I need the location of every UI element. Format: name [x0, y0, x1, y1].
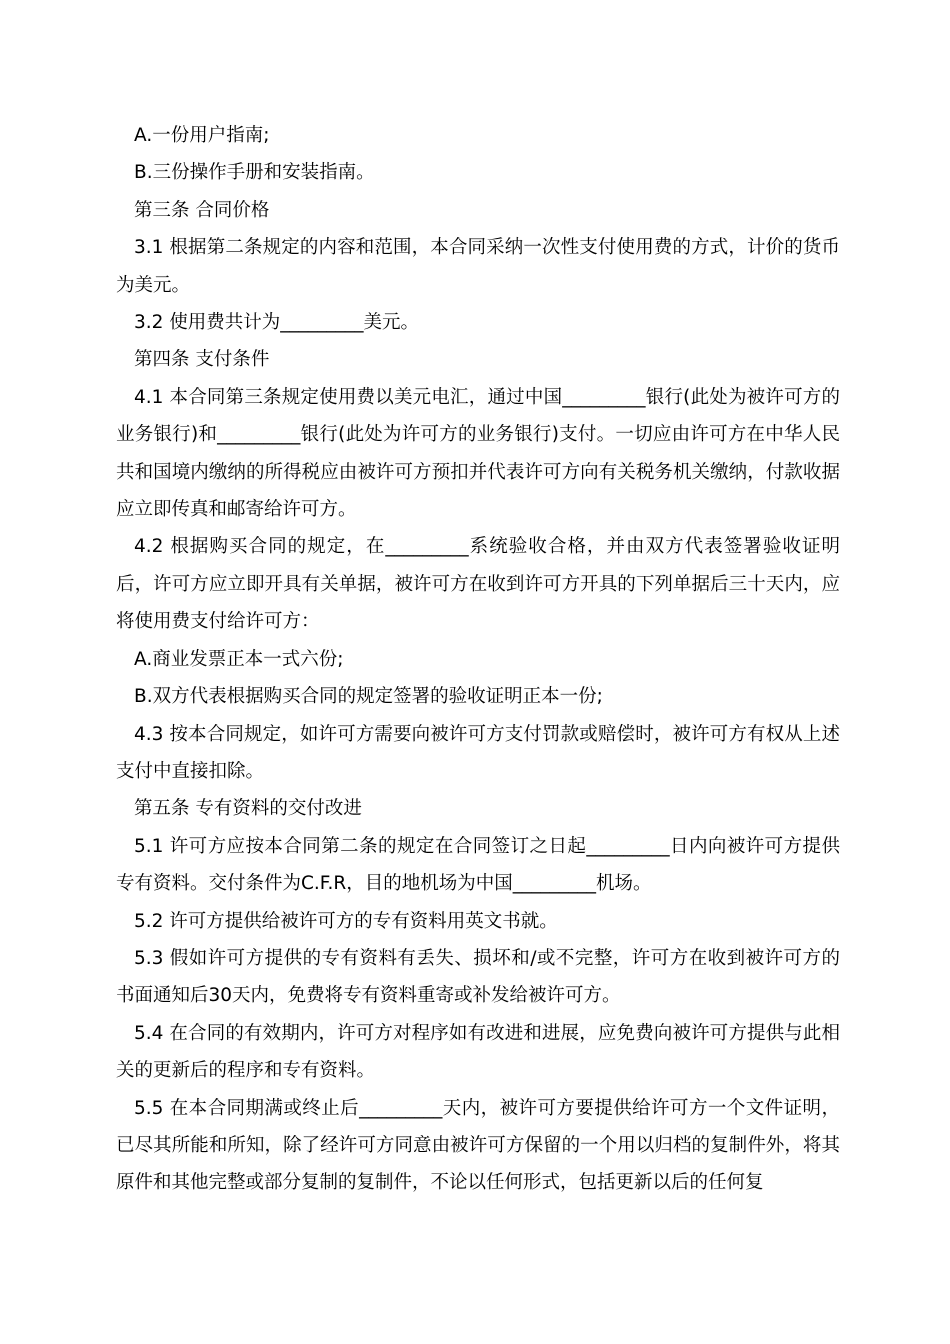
clause-3-1: 3.1 根据第二条规定的内容和范围，本合同采纳一次性支付使用费的方式，计价的货币为美元。	[116, 237, 840, 296]
clause-5-4: 5.4 在合同的有效期内，许可方对程序如有改进和进展，应免费向被许可方提供与此相关的更新后的程序和专有资料。	[116, 1022, 840, 1082]
clause-5-1: 5.1 许可方应按本合同第二条的规定在合同签订之日起_________日内向被许可方提供专有资料。交付条件为C.F.R，目的地机场为中国_________机场。	[116, 835, 840, 895]
document-body	[116, 117, 840, 1202]
clause-4-1: 4.1 本合同第三条规定使用费以美元电汇，通过中国_________银行(此处为被许可方的业务银行)和_________银行(此处为许可方的业务银行)支付。一切应由许可方在中华人民共和国境内缴纳的所得税应由被许可方预扣并代表许可方向有关税务机关缴纳，付款收据应立即传真和邮寄给许可方。	[116, 386, 840, 521]
list-item-manuals: B.三份操作手册和安装指南。	[134, 162, 375, 184]
clause-4-3: 4.3 按本合同规定，如许可方需要向被许可方支付罚款或赔偿时，被许可方有权从上述支付中直接扣除。	[116, 723, 840, 782]
list-item-invoice: A.商业发票正本一式六份;	[134, 648, 344, 670]
clause-3-2: 3.2 使用费共计为_________美元。	[134, 312, 420, 334]
article-4-heading: 第四条 支付条件	[134, 349, 270, 371]
clause-4-2: 4.2 根据购买合同的规定，在_________系统验收合格，并由双方代表签署验收证明后，许可方应立即开具有关单据，被许可方在收到许可方开具的下列单据后三十天内，应将使用费支付给许可方：	[116, 536, 840, 633]
article-3-heading: 第三条 合同价格	[134, 199, 270, 221]
clause-5-2: 5.2 许可方提供给被许可方的专有资料用英文书就。	[134, 910, 558, 932]
clause-5-3: 5.3 假如许可方提供的专有资料有丢失、损坏和/或不完整，许可方在收到被许可方的书面通知后30天内，免费将专有资料重寄或补发给被许可方。	[116, 947, 840, 1007]
list-item-user-guide: A.一份用户指南;	[134, 125, 270, 146]
article-5-heading: 第五条 专有资料的交付改进	[134, 798, 362, 820]
list-item-acceptance-certificate: B.双方代表根据购买合同的规定签署的验收证明正本一份;	[134, 686, 603, 708]
clause-5-5: 5.5 在本合同期满或终止后_________天内，被许可方要提供给许可方一个文件证明，已尽其所能和所知，除了经许可方同意由被许可方保留的一个用以归档的复制件外，将其原件和其他完整或部分复制的复制件，不论以任何形式，包括更新以后的任何复	[116, 1097, 840, 1194]
